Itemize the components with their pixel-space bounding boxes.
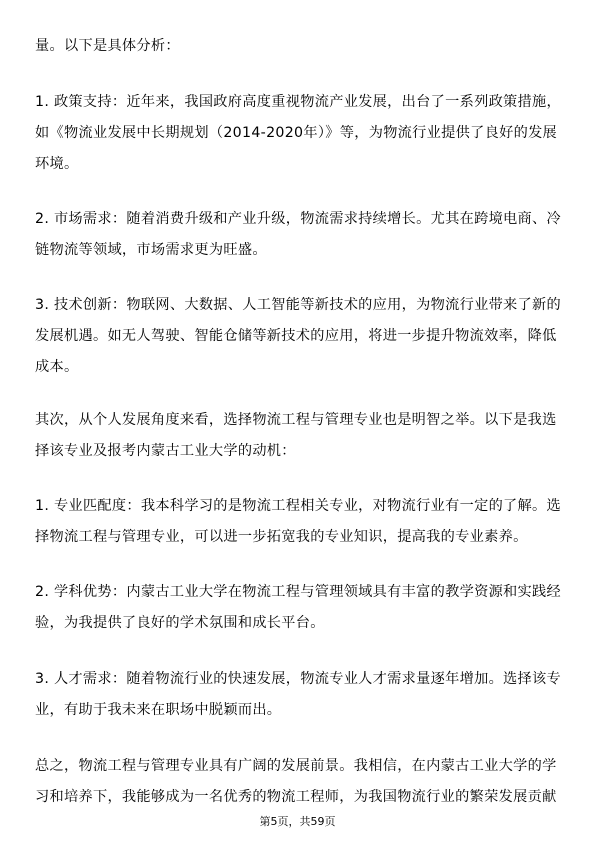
text-line: 链物流等领域，市场需求更为旺盛。 <box>35 242 267 258</box>
paragraph-market-demand <box>35 204 563 266</box>
text-line: 2. 市场需求：随着消费升级和产业升级，物流需求持续增长。尤其在跨境电商、冷 <box>35 211 562 227</box>
text-line: 验，为我提供了良好的学术氛围和成长平台。 <box>35 615 325 631</box>
paragraph-policy-support <box>35 87 563 180</box>
text-line: 业，有助于我未来在职场中脱颖而出。 <box>35 702 282 718</box>
page-number-footer: 第5页，共59页 <box>259 815 336 828</box>
text-line: 3. 人才需求：随着物流行业的快速发展，物流专业人才需求量逐年增加。选择该专 <box>35 671 562 687</box>
text-line: 择物流工程与管理专业，可以进一步拓宽我的专业知识，提高我的专业素养。 <box>35 529 528 545</box>
text-line: 发展机遇。如无人驾驶、智能仓储等新技术的应用，将进一步提升物流效率，降低 <box>35 328 557 344</box>
text-line: 其次，从个人发展角度来看，选择物流工程与管理专业也是明智之举。以下是我选 <box>35 412 557 428</box>
text-line: 量。以下是具体分析： <box>35 38 180 54</box>
text-line: 总之，物流工程与管理专业具有广阔的发展前景。我相信，在内蒙古工业大学的学 <box>35 758 557 774</box>
text-line: 环境。 <box>35 156 79 172</box>
text-line: 成本。 <box>35 359 79 375</box>
text-line: 1. 专业匹配度：我本科学习的是物流工程相关专业，对物流行业有一定的了解。选 <box>35 498 562 514</box>
text-line: 2. 学科优势：内蒙古工业大学在物流工程与管理领域具有丰富的教学资源和实践经 <box>35 584 562 600</box>
paragraph-talent-demand <box>35 664 563 726</box>
text-line: 如《物流业发展中长期规划（2014-2020年）》等，为物流行业提供了良好的发展 <box>35 125 558 141</box>
paragraph-intro <box>35 31 563 62</box>
paragraph-conclusion <box>35 751 563 813</box>
paragraph-major-match <box>35 491 563 553</box>
text-line: 1. 政策支持：近年来，我国政府高度重视物流产业发展，出台了一系列政策措施， <box>35 94 562 110</box>
text-line: 3. 技术创新：物联网、大数据、人工智能等新技术的应用，为物流行业带来了新的 <box>35 297 562 313</box>
paragraph-discipline-advantage <box>35 577 563 639</box>
text-line: 择该专业及报考内蒙古工业大学的动机： <box>35 443 296 459</box>
text-line: 习和培养下，我能够成为一名优秀的物流工程师，为我国物流行业的繁荣发展贡献 <box>35 789 557 805</box>
paragraph-personal-development <box>35 405 563 467</box>
paragraph-tech-innovation <box>35 290 563 383</box>
